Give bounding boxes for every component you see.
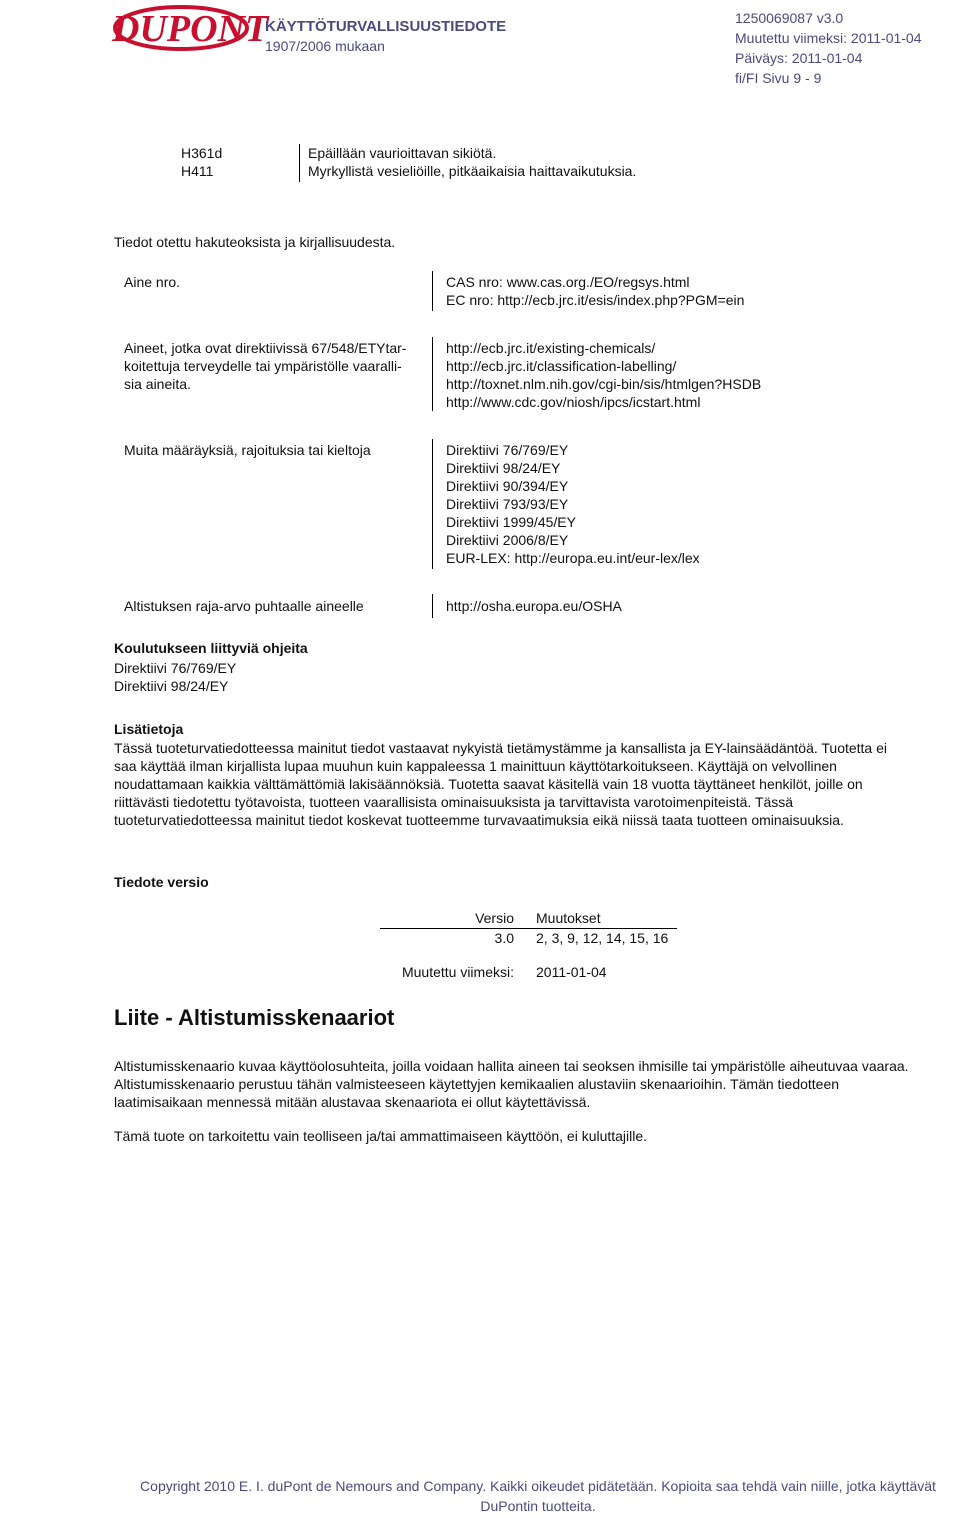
document-meta: [735, 8, 922, 88]
annex-heading: Liite - Altistumisskenaariot: [114, 1005, 395, 1030]
training-list: [114, 659, 236, 695]
divider: [432, 337, 433, 411]
further-info-heading: Lisätietoja: [114, 721, 184, 737]
text-line: riittävästi tiedotettu työtavoista, tuotteen vaarallisista ominaisuuksista ja tarvittavista varotoimenpiteistä. Tässä: [114, 794, 794, 810]
version-value: 3.0: [494, 930, 514, 946]
doc-number: 1250069087 v3.0: [735, 10, 844, 26]
osha-link[interactable]: http://osha.europa.eu/OSHA: [446, 598, 622, 614]
modified-label: Muutettu viimeksi:: [401, 964, 514, 980]
hazard-text: Epäillään vaurioittavan sikiötä.: [308, 145, 497, 161]
hazard-code: H361d: [181, 145, 223, 161]
version-heading: Tiedote versio: [114, 874, 209, 890]
logo-text: DUPONT: [112, 8, 269, 50]
label-line: sia aineita.: [124, 376, 191, 392]
further-info-text: [114, 739, 960, 829]
footer-line: DuPontin tuotteita.: [480, 1498, 596, 1514]
training-item: Direktiivi 98/24/EY: [114, 678, 229, 694]
text-line: Tässä tuoteturvatiedotteessa mainitut tiedot vastaavat nykyistä tietämystämme ja kansallista ja EY-lainsäädäntöä. Tuotetta ei: [114, 740, 888, 756]
page-number: fi/FI Sivu 9 - 9: [735, 70, 822, 86]
document-title: KÄYTTÖTURVALLISUUSTIEDOTE: [265, 18, 507, 35]
hazard-code: H411: [181, 163, 214, 179]
divider: [432, 271, 433, 311]
label-line: koitettuja terveydelle tai ympäristölle vaaralli-: [124, 358, 402, 374]
substance-values: [446, 273, 744, 309]
hazard-texts: [308, 144, 636, 180]
regulation-item: Direktiivi 2006/8/EY: [446, 532, 569, 548]
annex-note: Tämä tuote on tarkoitettu vain teolliseen ja/tai ammattimaiseen käyttöön, ei kuluttajille.: [114, 1128, 648, 1144]
text-line: laatimisaikaan mennessä mitään alustavaa skenaariota ei ollut käytettävissä.: [114, 1094, 591, 1110]
text-line: Altistumisskenaario kuvaa käyttöolosuhteita, joilla voidaan hallita aineen tai seoksen ihmisille tai ympäristölle aiheutuvaa vaaraa.: [114, 1058, 909, 1074]
dangerous-links: [446, 339, 761, 411]
link[interactable]: http://www.cdc.gov/niosh/ipcs/icstart.html: [446, 394, 701, 410]
annex-paragraph: [114, 1057, 960, 1111]
divider: [432, 594, 433, 618]
training-item: Direktiivi 76/769/EY: [114, 660, 237, 676]
text-line: noudattamaan kaikkia välttämättömiä lakisäännöksiä. Tuotetta saavat käsitellä vain 18 vuotta täyttäneet henkilöt, joille on: [114, 776, 863, 792]
text-line: Altistumisskenaario perustuu tähän valmisteeseen käytettyjen kemikaalien alustaviin skenaarioihin. Tämän tiedotteen: [114, 1076, 840, 1092]
ec-link[interactable]: EC nro: http://ecb.jrc.it/esis/index.php?PGM=ein: [446, 292, 745, 308]
regulations-label: Muita määräyksiä, rajoituksia tai kieltoja: [124, 442, 371, 458]
modified-value: 2011-01-04: [536, 964, 607, 980]
hazard-text: Myrkyllistä vesieliöille, pitkäaikaisia haittavaikutuksia.: [308, 163, 637, 179]
text-line: saa käyttää ilman kirjallista lupaa muuhun kuin kappaleessa 1 mainittuun käyttötarkoitukseen. Käyttäjä on velvollinen: [114, 758, 837, 774]
label-line: Aineet, jotka ovat direktiivissä 67/548/ETYtar-: [124, 340, 407, 356]
exposure-label: Altistuksen raja-arvo puhtaalle aineelle: [124, 598, 364, 614]
cas-link[interactable]: CAS nro: www.cas.org./EO/regsys.html: [446, 274, 690, 290]
divider: [432, 439, 433, 569]
text-line: tuoteturvatiedotteessa mainitut tiedot koskevat tuotteemme turvavaatimuksia eikä niissä taata tuotteen ominaisuuksia.: [114, 812, 844, 828]
link[interactable]: http://ecb.jrc.it/existing-chemicals/: [446, 340, 656, 356]
modified-date: Muutettu viimeksi: 2011-01-04: [735, 30, 922, 46]
dangerous-label: [124, 339, 406, 393]
regulation-item: Direktiivi 793/93/EY: [446, 496, 569, 512]
link[interactable]: http://toxnet.nlm.nih.gov/cgi-bin/sis/htmlgen?HSDB: [446, 376, 762, 392]
footer-line: Copyright 2010 E. I. duPont de Nemours and Company. Kaikki oikeudet pidätetään. Kopioita saa tehdä vain niille, jotka käyttävät: [140, 1478, 936, 1494]
regulation-item: Direktiivi 98/24/EY: [446, 460, 561, 476]
divider: [299, 144, 300, 182]
issue-date: Päiväys: 2011-01-04: [735, 50, 863, 66]
training-heading: Koulutukseen liittyviä ohjeita: [114, 640, 308, 656]
link[interactable]: http://ecb.jrc.it/classification-labelling/: [446, 358, 677, 374]
document-subtitle: 1907/2006 mukaan: [265, 38, 385, 54]
version-column-header: Versio: [475, 910, 514, 926]
substance-label: Aine nro.: [124, 274, 181, 290]
regulation-item: Direktiivi 1999/45/EY: [446, 514, 576, 530]
regulation-item: Direktiivi 90/394/EY: [446, 478, 569, 494]
hazard-codes: [181, 144, 222, 180]
sources-heading: Tiedot otettu hakuteoksista ja kirjallisuudesta.: [114, 234, 396, 250]
eur-lex-link[interactable]: EUR-LEX: http://europa.eu.int/eur-lex/lex: [446, 550, 700, 566]
regulation-item: Direktiivi 76/769/EY: [446, 442, 569, 458]
regulations-list: [446, 441, 700, 567]
changes-column-header: Muutokset: [536, 910, 601, 926]
dupont-logo: [112, 4, 269, 52]
footer-copyright: [138, 1476, 938, 1516]
changes-value: 2, 3, 9, 12, 14, 15, 16: [536, 930, 669, 946]
